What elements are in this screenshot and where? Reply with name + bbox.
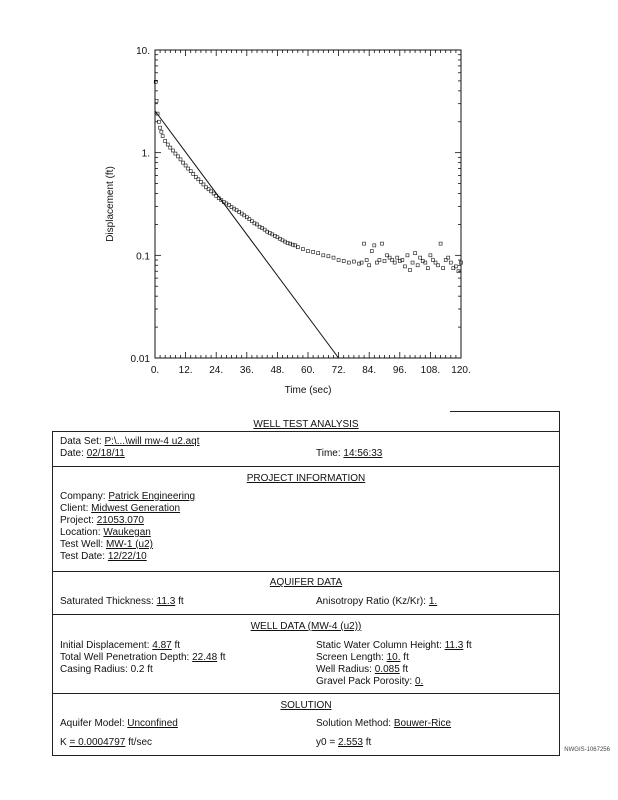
data-point [426, 267, 429, 270]
data-point [337, 259, 340, 262]
data-point [160, 130, 163, 133]
x-tick-label: 72. [331, 365, 346, 376]
test-date-row: Test Date: 12/22/10 [60, 551, 147, 562]
top-border-right [450, 411, 560, 412]
k-row: K = 0.0004797 ft/sec [60, 737, 153, 748]
data-point [166, 143, 169, 146]
bottom-border [52, 755, 560, 756]
data-point [184, 164, 187, 167]
data-point [373, 244, 376, 247]
data-point [414, 252, 417, 255]
document-id-footnote: NWGIS-1067256 [564, 747, 610, 753]
solution-method-row: Solution Method: Bouwer-Rice [316, 718, 452, 729]
data-point [317, 252, 320, 255]
anisotropy-row: Anisotropy Ratio (Kz/Kr): 1. [316, 596, 438, 607]
y-tick-label: 1. [141, 148, 150, 160]
fit-line-group [155, 111, 339, 358]
x-tick-label: 96. [392, 365, 407, 376]
x-tick-label: 12. [178, 365, 193, 376]
gravel-porosity-row: Gravel Pack Porosity: 0. [316, 676, 424, 687]
data-point [439, 242, 442, 245]
well-radius-row: Well Radius: 0.085 ft [316, 664, 409, 675]
y-tick-labels [131, 46, 151, 365]
data-point [365, 259, 368, 262]
data-point [301, 248, 304, 251]
client-row: Client: Midwest Generation [60, 503, 181, 514]
data-point [179, 158, 182, 161]
project-row: Project: 21053.070 [60, 515, 144, 526]
divider-solution [52, 693, 560, 694]
date-value: 02/18/11 [86, 448, 125, 459]
casing-radius-row: Casing Radius: 0.2 ft [60, 664, 153, 675]
saturated-thickness-row: Saturated Thickness: 11.3 ft [60, 596, 184, 607]
divider-well [52, 614, 560, 615]
location-row: Location: Waukegan [60, 527, 151, 538]
data-point [164, 139, 167, 142]
x-axis-label: Time (sec) [284, 385, 332, 396]
x-tick-label: 84. [362, 365, 377, 376]
data-point [403, 265, 406, 268]
data-set-row: Data Set: P:\...\will mw-4 u2.aqt [60, 436, 200, 447]
data-point [161, 135, 164, 138]
aquifer-section-title: AQUIFER DATA [269, 577, 343, 588]
divider-aquifer [52, 571, 560, 572]
data-point [352, 260, 355, 263]
data-point [332, 256, 335, 259]
initial-displacement-row: Initial Displacement: 4.87 ft [60, 640, 181, 651]
data-point [380, 242, 383, 245]
y-tick-label: 0.01 [130, 354, 150, 365]
penetration-row: Total Well Penetration Depth: 22.48 ft [60, 652, 226, 663]
data-point [327, 255, 330, 258]
y0-row: y0 = 2.553 ft [316, 737, 372, 748]
data-point [406, 254, 409, 257]
divider-project [52, 466, 560, 467]
solution-section-title: SOLUTION [280, 700, 332, 711]
data-point [169, 146, 172, 149]
y-tick-label: 10. [136, 46, 150, 57]
x-tick-label: 108. [420, 365, 441, 376]
data-point [409, 268, 412, 271]
x-tick-label: 48. [270, 365, 285, 376]
observed-points [154, 80, 462, 272]
data-point [411, 261, 414, 264]
data-point [449, 261, 452, 264]
time-row: Time: 14:56:33 [316, 448, 383, 459]
project-section-title: PROJECT INFORMATION [246, 473, 366, 484]
axis-ticks [155, 50, 461, 358]
time-value: 14:56:33 [343, 448, 383, 459]
well-section-title: WELL DATA (MW-4 (u2)) [250, 621, 362, 632]
data-point [416, 264, 419, 267]
data-point [442, 267, 445, 270]
data-point [342, 260, 345, 263]
date-row: Date: 02/18/11 [60, 448, 125, 459]
plot-frame [155, 50, 461, 358]
data-point [396, 256, 399, 259]
data-point [307, 250, 310, 253]
data-point [171, 149, 174, 152]
test-well-row: Test Well: MW-1 (u2) [60, 539, 153, 550]
x-tick-label: 0. [150, 365, 160, 376]
y-tick-label: 0.1 [136, 251, 150, 263]
x-tick-label: 24. [209, 365, 224, 376]
data-point [370, 250, 373, 253]
screen-length-row: Screen Length: 10. ft [316, 652, 409, 663]
aquifer-model-row: Aquifer Model: Unconfined [60, 718, 178, 729]
top-border-left [52, 431, 560, 432]
data-point [347, 261, 350, 264]
x-tick-label: 60. [301, 365, 315, 376]
data-point [312, 250, 315, 253]
data-point [368, 264, 371, 267]
y-axis-label: Displacement (ft) [105, 166, 116, 242]
data-point [363, 242, 366, 245]
fit-line [155, 111, 339, 358]
x-tick-label: 36. [239, 365, 254, 376]
data-point [419, 256, 422, 259]
data-point [383, 260, 386, 263]
report-header: WELL TEST ANALYSIS [253, 419, 359, 430]
data-set-value: P:\...\will mw-4 u2.aqt [104, 436, 200, 447]
data-point [429, 254, 432, 257]
static-water-row: Static Water Column Height: 11.3 ft [316, 640, 472, 651]
company-row: Company: Patrick Engineering [60, 491, 196, 502]
data-point [322, 254, 325, 257]
well-test-report [52, 411, 560, 756]
data-point [159, 126, 162, 129]
x-tick-label: 120. [451, 365, 471, 376]
data-point [182, 161, 185, 164]
x-tick-labels [151, 365, 471, 376]
